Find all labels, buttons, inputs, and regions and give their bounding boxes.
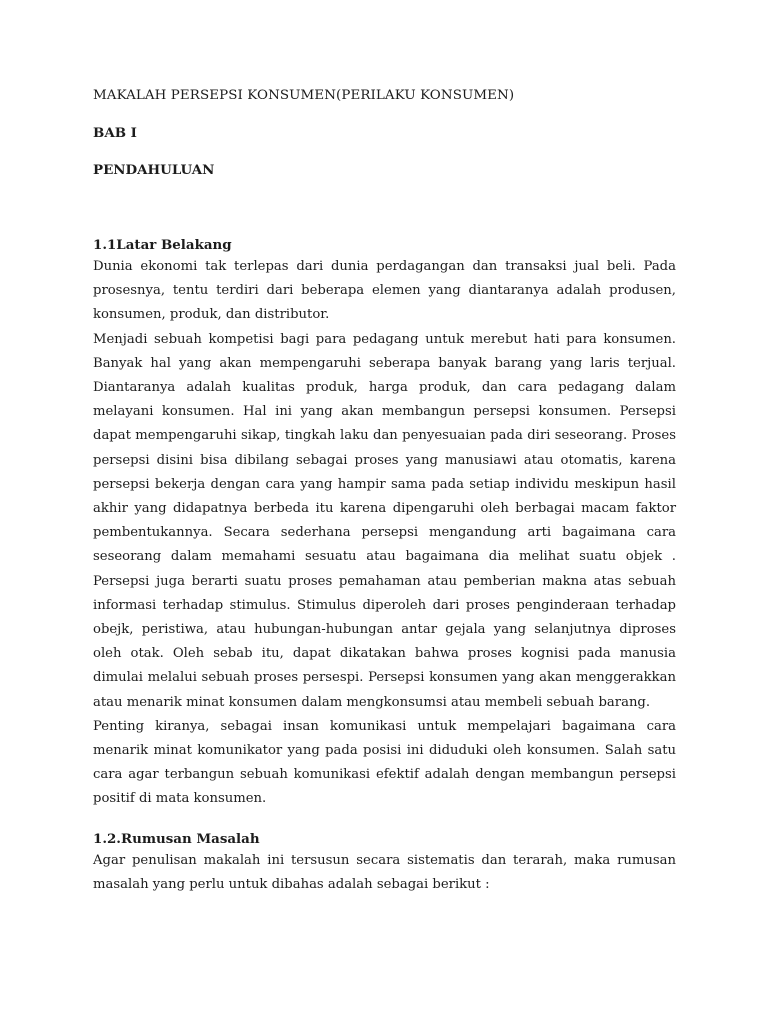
paragraph: Dunia ekonomi tak terlepas dari dunia perdagangan dan transaksi jual beli. Pada prosesnya, tentu terdiri dari beberapa elemen yang diantaranya adalah produsen, konsumen, produk, dan distributor.: [93, 259, 676, 323]
paragraph: Menjadi sebuah kompetisi bagi para pedagang untuk merebut hati para konsumen. Banyak hal yang akan mempengaruhi seberapa banyak barang yang laris terjual. Diantaranya adalah kualitas produk, harga produk, dan cara pedagang dalam melayani konsumen. Hal ini yang akan membangun persepsi konsumen. Persepsi dapat mempengaruhi sikap, tingkah laku dan penyesuaian pada diri seseorang. Proses persepsi disini bisa dibilang sebagai proses yang manusiawi atau otomatis, karena persepsi bekerja dengan cara yang hampir sama pada setiap individu meskipun hasil akhir yang didapatnya berbeda itu karena dipengaruhi oleh berbagai macam faktor pembentukannya. Secara sederhana persepsi mengandung arti bagaimana cara seseorang dalam memahami sesuatu atau bagaimana dia melihat suatu objek . Persepsi juga berarti suatu proses pemahaman atau pemberian makna atas sebuah informasi terhadap stimulus. Stimulus diperoleh dari proses penginderaan terhadap obejk, peristiwa, atau hubungan-hubungan antar gejala yang selanjutnya diproses oleh otak. Oleh sebab itu, dapat dikatakan bahwa proses kognisi pada manusia dimulai melalui sebuah proses persespi. Persepsi konsumen yang akan menggerakkan atau menarik minat konsumen dalam mengkonsumsi atau membeli sebuah barang.: [93, 331, 676, 710]
chapter-title: PENDAHULUAN: [93, 162, 215, 178]
section-heading-rumusan-masalah: 1.2.Rumusan Masalah: [93, 830, 260, 847]
section-heading-latar-belakang: 1.1Latar Belakang: [93, 237, 232, 253]
paragraph: Penting kiranya, sebagai insan komunikasi untuk mempelajari bagaimana cara menarik minat komunikator yang pada posisi ini diduduki oleh konsumen. Salah satu cara agar terbangun sebuah komunikasi efektif adalah dengan membangun persepsi positif di mata konsumen.: [93, 718, 676, 807]
paragraph: Agar penulisan makalah ini tersusun secara sistematis dan terarah, maka rumusan masalah yang perlu untuk dibahas adalah sebagai berikut :: [93, 852, 676, 892]
document-title: MAKALAH PERSEPSI KONSUMEN(PERILAKU KONSUMEN): [93, 88, 515, 103]
chapter-number: BAB I: [93, 125, 137, 141]
